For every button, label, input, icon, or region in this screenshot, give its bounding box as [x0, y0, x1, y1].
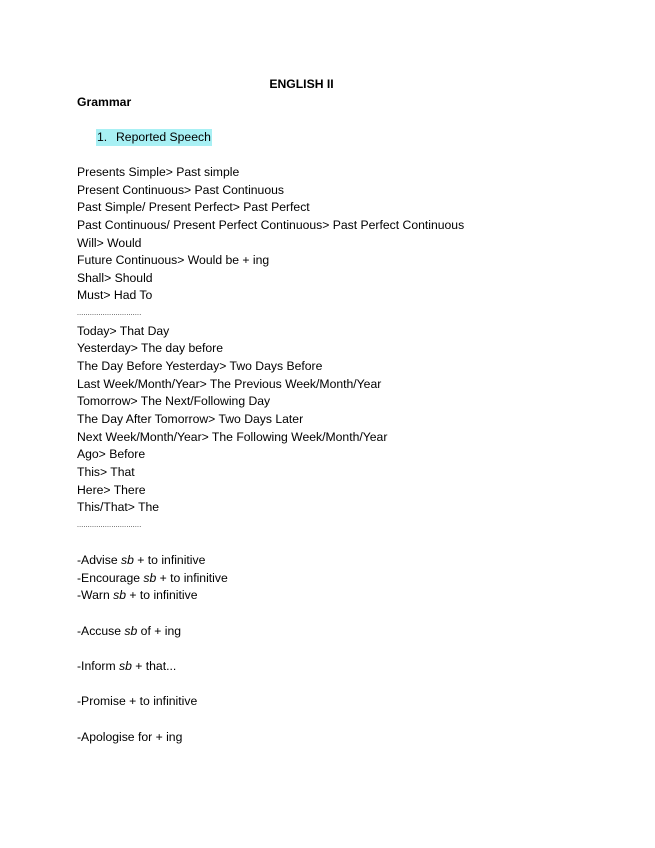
dotted-separator: .............................. — [77, 521, 142, 529]
tense-rule: Future Continuous> Would be + ing — [77, 253, 270, 268]
reporting-verb-apologise: -Apologise for + ing — [77, 729, 183, 744]
time-word-rule: Ago> Before — [77, 447, 146, 462]
reporting-verb-inform: -Inform sb + that... — [77, 658, 177, 673]
time-word-rule: Yesterday> The day before — [77, 341, 224, 356]
reporting-verb-encourage: -Encourage sb + to infinitive — [77, 570, 228, 585]
time-word-rule: Tomorrow> The Next/Following Day — [77, 394, 271, 409]
reporting-verb-accuse: -Accuse sb of + ing — [77, 623, 182, 638]
tense-rule: Shall> Should — [77, 270, 153, 285]
document-title: ENGLISH II — [269, 77, 334, 91]
tense-shift-list — [77, 164, 464, 746]
reporting-verb-warn: -Warn sb + to infinitive — [77, 588, 198, 603]
tense-rule: Present Continuous> Past Continuous — [77, 182, 284, 197]
section-heading: Grammar — [77, 95, 132, 109]
tense-rule: Past Simple/ Present Perfect> Past Perfect — [77, 200, 310, 215]
numbered-list-item — [96, 129, 212, 146]
reporting-verb-promise: -Promise + to infinitive — [77, 694, 198, 709]
list-item-label: Reported Speech — [116, 130, 211, 144]
dotted-separator: .............................. — [77, 310, 142, 318]
time-word-rule: Last Week/Month/Year> The Previous Week/Month/Year — [77, 376, 382, 391]
time-word-rule: Here> There — [77, 482, 146, 497]
time-word-rule: The Day Before Yesterday> Two Days Before — [77, 359, 323, 374]
time-word-rule: This> That — [77, 464, 135, 479]
list-number: 1. — [97, 130, 108, 144]
time-word-rule: Today> That Day — [77, 323, 170, 338]
tense-rule: Past Continuous/ Present Perfect Continuous> Past Perfect Continuous — [77, 217, 465, 232]
reporting-verb-advise: -Advise sb + to infinitive — [77, 553, 206, 568]
tense-rule: Must> Had To — [77, 288, 153, 303]
time-word-rule: The Day After Tomorrow> Two Days Later — [77, 411, 304, 426]
time-word-rule: This/That> The — [77, 500, 160, 515]
tense-rule: Presents Simple> Past simple — [77, 165, 240, 179]
time-word-rule: Next Week/Month/Year> The Following Week/Month/Year — [77, 429, 388, 444]
tense-rule: Will> Would — [77, 235, 142, 250]
